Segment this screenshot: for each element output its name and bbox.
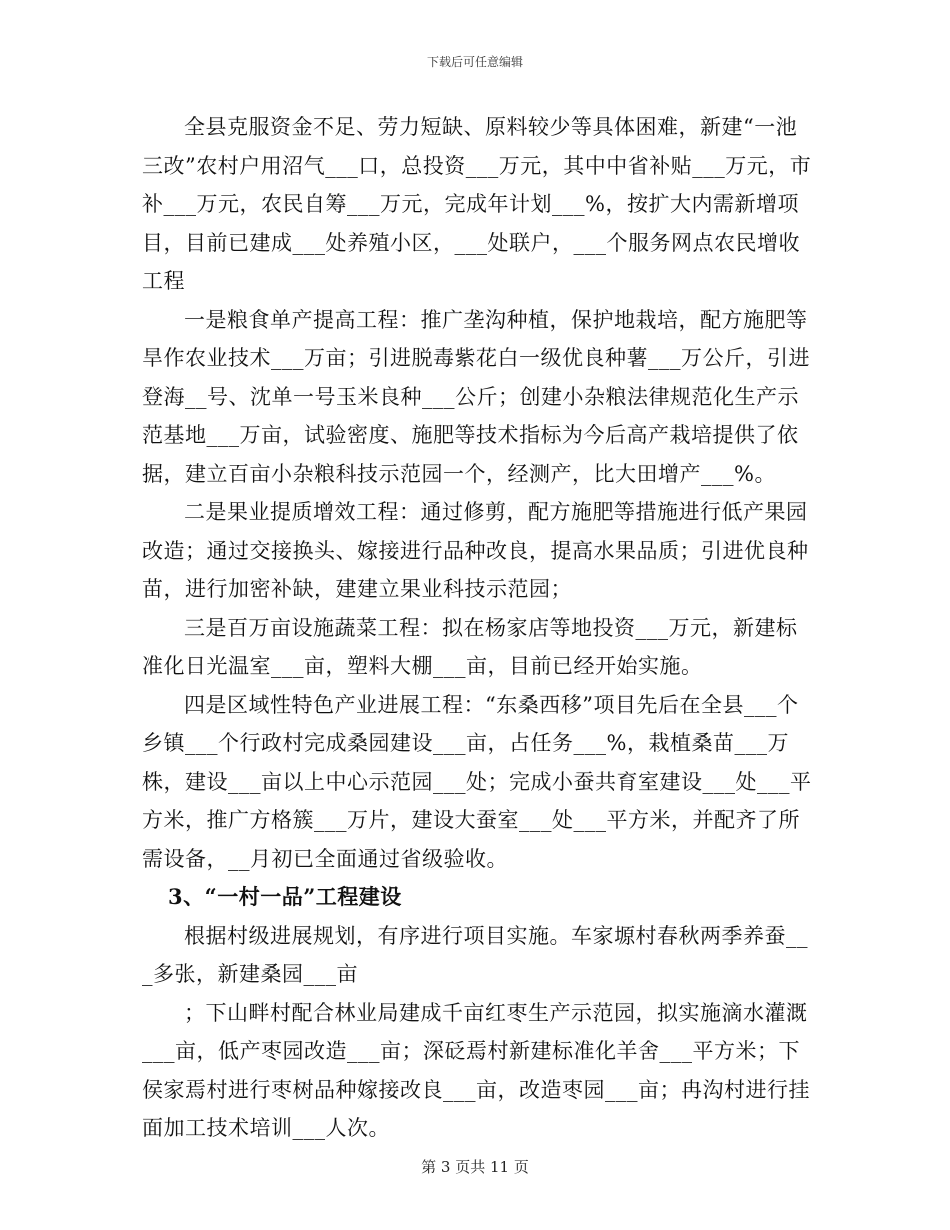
- paragraph-village-plan: 根据村级进展规划，有序进行项目实施。车家塬村春秋两季养蚕___多张，新建桑园___亩: [142, 923, 808, 986]
- paragraph-grain-yield: 一是粮食单产提高工程：推广垄沟种植，保护地栽培，配方施肥等旱作农业技术___万亩；引进脱毒紫花白一级优良种薯___万公斤，引进登海__号、沈单一号玉米良种___公斤；创建小杂粮法律规范化生产示范基地___万亩，试验密度、施肥等技术指标为今后高产栽培提供了依据，建立百亩小杂粮科技示范园一个，经测产，比大田增产___%。: [142, 307, 810, 486]
- paragraph-village-projects: ；下山畔村配合林业局建成千亩红枣生产示范园，拟实施滴水灌溉___亩，低产枣园改造___亩；深砭焉村新建标准化羊舍___平方米；下侯家焉村进行枣树品种嫁接改良___亩，改造枣园___亩；冉沟村进行挂面加工技术培训___人次。: [142, 1000, 810, 1140]
- page-footer: 第 3 页共 11 页: [421, 1158, 529, 1176]
- paragraph-vegetables: 三是百万亩设施蔬菜工程：拟在杨家店等地投资___万元，新建标准化日光温室___亩，塑料大棚___亩，目前已经开始实施。: [142, 615, 798, 678]
- section-heading: 3、“一村一品”工程建设: [168, 884, 402, 909]
- page-header: 下载后可任意编辑: [426, 55, 523, 69]
- paragraph-biogas: 全县克服资金不足、劳力短缺、原料较少等具体困难，新建“一池三改”农村户用沼气___口，总投资___万元，其中中省补贴___万元，市补___万元，农民自筹___万元，完成年计划___%，按扩大内需新增项目，目前已建成___处养殖小区，___处联户，___个服务网点农民增收工程: [142, 115, 812, 293]
- paragraph-fruit: 二是果业提质增效工程：通过修剪，配方施肥等措施进行低产果园改造；通过交接换头、嫁接进行品种改良，提高水果品质；引进优良种苗，进行加密补缺，建建立果业科技示范园；: [142, 500, 809, 601]
- document-body: [142, 108, 812, 1148]
- paragraph-regional-industry: 四是区域性特色产业进展工程：“东桑西移”项目先后在全县___个乡镇___个行政村完成桑园建设___亩，占任务___%，栽植桑苗___万株，建设___亩以上中心示范园___处；完成小蚕共育室建设___处___平方米，推广方格簇___万片，建设大蚕室___处___平方米，并配齐了所需设备，__月初已全面通过省级验收。: [142, 692, 812, 871]
